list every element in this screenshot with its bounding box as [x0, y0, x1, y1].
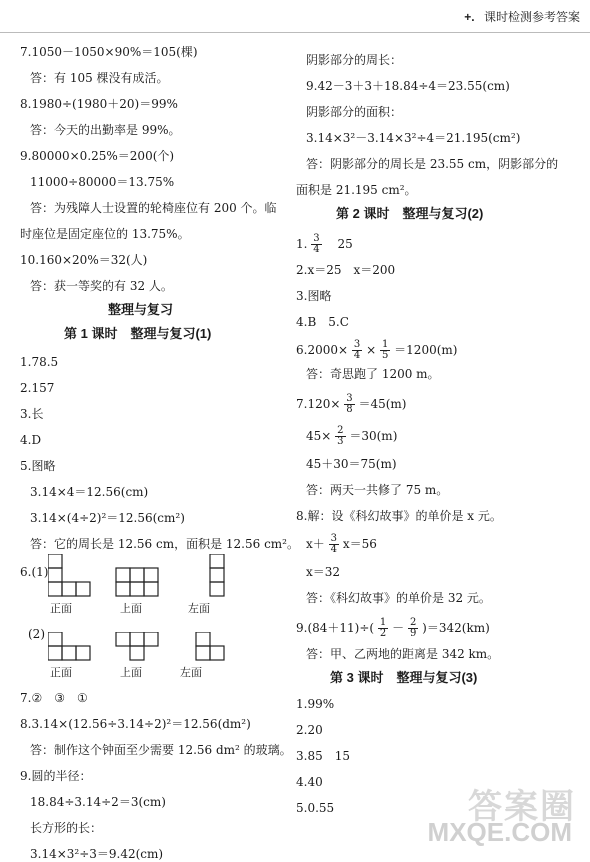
answer-text: 25 — [325, 237, 353, 251]
fraction: $\frac{1}{2}$ — [379, 617, 387, 639]
answer-line: 面积是 21.195 cm²。 — [296, 183, 417, 197]
page-header — [464, 8, 580, 25]
answer-line: 答：奇思跑了 1200 m。 — [306, 367, 440, 381]
fraction: $\frac{3}{8}$ — [346, 393, 353, 415]
answer-line: 9.80000×0.25%＝200(个) — [20, 149, 175, 163]
answer-line: 答：它的周长是 12.56 cm，面积是 12.56 cm²。 — [30, 537, 299, 551]
answer-line: 2.x＝25 x＝200 — [296, 263, 396, 277]
watermark-logo: 答案圈 — [468, 788, 576, 826]
header-title: 课时检测参考答案 — [483, 10, 580, 24]
item-number: 1. — [296, 237, 308, 251]
fraction: $\frac{3}{4}$ — [353, 339, 361, 361]
fraction: $\frac{3}{4}$ — [330, 533, 337, 555]
lesson-title: 第 3 课时 整理与复习(3) — [330, 670, 478, 685]
answer-text: 45× — [306, 429, 332, 443]
caption-left: 左面 — [180, 666, 202, 679]
answer-line: 3.14×3²－3.14×3²÷4＝21.195(cm²) — [306, 131, 521, 145]
answer-line: 答：两天一共修了 75 m。 — [306, 483, 449, 497]
answer-text: 7.120× — [296, 397, 341, 411]
answer-line — [306, 426, 397, 447]
caption-front: 正面 — [50, 602, 72, 615]
answer-line: 答：为残障人士设置的轮椅座位有 200 个。临 — [30, 201, 277, 215]
answer-line: 答：今天的出勤率是 99%。 — [30, 123, 181, 137]
answer-line — [306, 534, 377, 555]
answer-text: 6.2000× — [296, 343, 349, 357]
answer-line: 4.D — [20, 433, 42, 447]
unit-title: 整理与复习 — [108, 302, 174, 317]
caption-top: 上面 — [120, 602, 142, 615]
caption-front: 正面 — [50, 666, 72, 679]
answer-text: x＝56 — [342, 537, 377, 551]
answer-line — [296, 234, 353, 255]
answer-line: 时座位是固定座位的 13.75%。 — [20, 227, 190, 241]
fraction: $\frac{1}{5}$ — [381, 339, 389, 361]
answer-line: 答：获一等奖的有 32 人。 — [30, 279, 173, 293]
answer-line: 18.84÷3.14÷2＝3(cm) — [30, 795, 166, 809]
answer-line: 6.(1) — [20, 565, 49, 579]
answer-line: 1.99% — [296, 697, 335, 711]
answer-line: 5.图略 — [20, 459, 56, 473]
answer-line: 4.B 5.C — [296, 315, 349, 329]
fraction: $\frac{2}{9}$ — [409, 617, 417, 639]
answer-text: )＝342(km) — [422, 621, 490, 635]
answer-line: 3.14×4＝12.56(cm) — [30, 485, 149, 499]
fraction: $\frac{3}{4}$ — [313, 233, 320, 255]
answer-line: 8.解：设《科幻故事》的单价是 x 元。 — [296, 509, 502, 523]
answer-line: 1.78.5 — [20, 355, 59, 369]
answer-line: 3.14×3²÷3＝9.42(cm) — [30, 847, 164, 861]
answer-line: 3.85 15 — [296, 749, 350, 763]
answer-line: 3.14×(4÷2)²＝12.56(cm²) — [30, 511, 185, 525]
answer-line: 阴影部分的周长： — [306, 53, 403, 67]
answer-line: 长方形的长： — [30, 821, 103, 835]
answer-text: ＝30(m) — [349, 429, 398, 443]
header-plus: +. — [464, 10, 475, 24]
lesson-title: 第 2 课时 整理与复习(2) — [336, 206, 484, 221]
answer-line: 9.圆的半径： — [20, 769, 92, 783]
answer-line: 3.图略 — [296, 289, 332, 303]
answer-line: 答：甲、乙两地的距离是 342 km。 — [306, 647, 500, 661]
answer-line: 2.157 — [20, 381, 55, 395]
answer-line: 答：《科幻故事》的单价是 32 元。 — [306, 591, 491, 605]
answer-line: 9.42－3＋3＋18.84÷4＝23.55(cm) — [306, 79, 510, 93]
answer-line: 8.1980÷(1980＋20)＝99% — [20, 97, 178, 111]
watermark-url: MXQE.COM — [427, 817, 572, 847]
answer-line — [296, 340, 457, 361]
answer-line: x＝32 — [306, 565, 341, 579]
answer-text: x＋ — [306, 537, 325, 551]
three-views-figure-1 — [48, 554, 288, 616]
operator: － — [392, 621, 405, 635]
caption-top: 上面 — [120, 666, 142, 679]
answer-line: 3.长 — [20, 407, 44, 421]
caption-left: 左面 — [188, 602, 210, 615]
answer-text: ＝45(m) — [358, 397, 407, 411]
answer-line: (2) — [28, 627, 45, 641]
lesson-title: 第 1 课时 整理与复习(1) — [64, 326, 212, 341]
answer-line: 答：阴影部分的周长是 23.55 cm，阴影部分的 — [306, 157, 559, 171]
answer-text: ＝1200(m) — [394, 343, 458, 357]
answer-text: 9.(84＋11)÷( — [296, 621, 375, 635]
fraction: $\frac{2}{3}$ — [337, 425, 344, 447]
answer-line — [296, 394, 406, 415]
answer-line — [296, 618, 490, 639]
header-divider — [0, 32, 590, 33]
answer-line: 5.0.55 — [296, 801, 335, 815]
answer-line: 8.3.14×(12.56÷3.14÷2)²＝12.56(dm²) — [20, 717, 251, 731]
three-views-figure-2 — [48, 632, 288, 666]
answer-line: 7.② ③ ① — [20, 691, 88, 705]
answer-line: 10.160×20%＝32(人) — [20, 253, 148, 267]
answer-line: 阴影部分的面积： — [306, 105, 403, 119]
answer-line: 4.40 — [296, 775, 323, 789]
answer-line: 答：有 105 棵没有成活。 — [30, 71, 169, 85]
answer-line: 11000÷80000＝13.75% — [30, 175, 175, 189]
answer-line: 7.1050－1050×90%＝105(棵) — [20, 45, 198, 59]
operator: × — [366, 343, 377, 357]
answer-line: 2.20 — [296, 723, 323, 737]
answer-line: 45＋30＝75(m) — [306, 457, 397, 471]
answer-line: 答：制作这个钟面至少需要 12.56 dm² 的玻璃。 — [30, 743, 292, 757]
